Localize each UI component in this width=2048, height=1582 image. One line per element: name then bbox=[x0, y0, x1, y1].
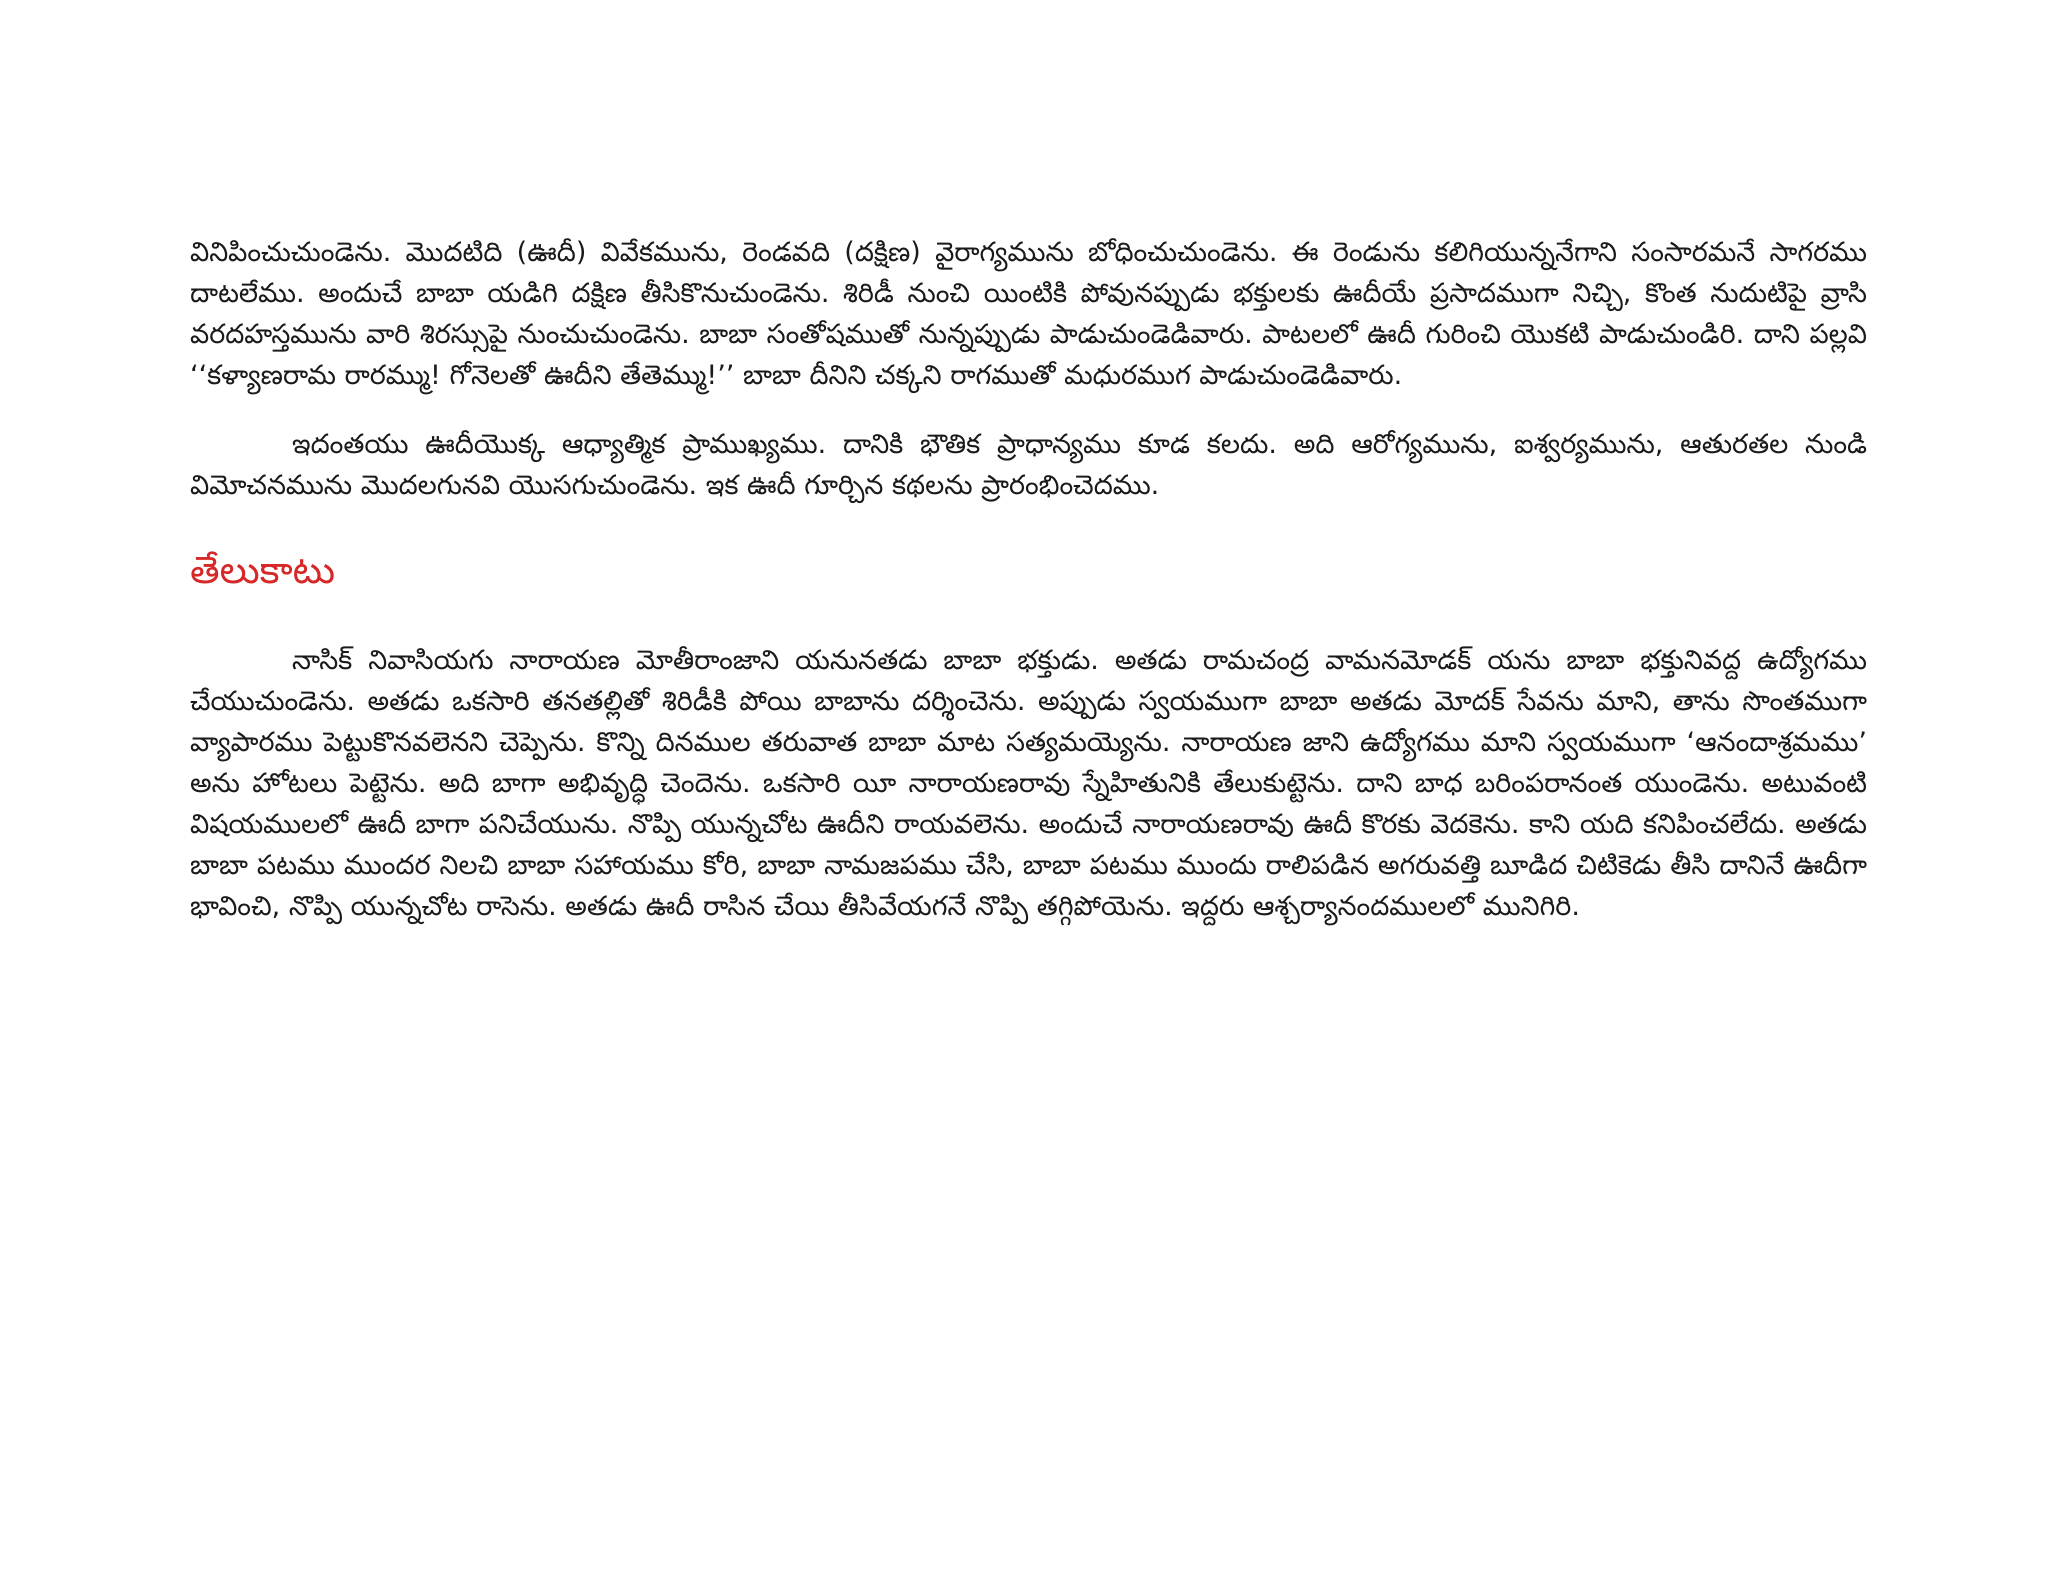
paragraph-scorpion-sting-story: నాసిక్ నివాసియగు నారాయణ మోతీరాంజాని యనునతడు బాబా భక్తుడు. అతడు రామచంద్ర వామనమోడక్ యను బాబా భక్తునివద్ద ఉద్యోగము చేయుచుండెను. అతడు ఒకసారి తనతల్లితో శిరిడీకి పోయి బాబాను దర్శించెను. అప్పుడు స్వయముగా బాబా అతడు మోదక్ సేవను మాని, తాను సొంతముగా వ్యాపారము పెట్టుకొనవలెనని చెప్పెను. కొన్ని దినముల తరువాత బాబా మాట సత్యమయ్యెను. నారాయణ జాని ఉద్యోగము మాని స్వయముగా ‘ఆనందాశ్రమము’ అను హోటలు పెట్టెను. అది బాగా అభివృద్ధి చెందెను. ఒకసారి యీ నారాయణరావు స్నేహితునికి తేలుకుట్టెను. దాని బాధ బరింపరానంత యుండెను. అటువంటి విషయములలో ఊదీ బాగా పనిచేయును. నొప్పి యున్నచోట ఊదీని రాయవలెను. అందుచే నారాయణరావు ఊదీ కొరకు వెదకెను. కాని యది కనిపించలేదు. అతడు బాబా పటము ముందర నిలచి బాబా సహాయము కోరి, బాబా నామజపము చేసి, బాబా పటము ముందు రాలిపడిన అగరువత్తి బూడిద చిటికెడు తీసి దానినే ఊదీగా భావించి, నొప్పి యున్నచోట రాసెను. అతడు ఊదీ రాసిన చేయి తీసివేయగనే నొప్పి తగ్గిపోయెను. ఇద్దరు ఆశ్చర్యానందములలో మునిగిరి. bbox=[190, 645, 1867, 922]
page-content bbox=[190, 232, 1867, 927]
section-heading: తేలుకాటు bbox=[190, 548, 336, 592]
paragraph-udi-importance: ఇదంతయు ఊదీయొక్క ఆధ్యాత్మిక ప్రాముఖ్యము. దానికి భౌతిక ప్రాధాన్యము కూడ కలదు. అది ఆరోగ్యమును, ఐశ్వర్యమును, ఆతురతల నుండి విమోచనమును మొదలగునవి యొసగుచుండెను. ఇక ఊదీ గూర్చిన కథలను ప్రారంభించెదము. bbox=[190, 429, 1867, 501]
paragraph-udi-teachings: వినిపించుచుండెను. మొదటిది (ఊదీ) వివేకమును, రెండవది (దక్షిణ) వైరాగ్యమును బోధించుచుండెను. ఈ రెండును కలిగియున్ననేగాని సంసారమనే సాగరము దాటలేము. అందుచే బాబా యడిగి దక్షిణ తీసికొనుచుండెను. శిరిడీ నుంచి యింటికి పోవునప్పుడు భక్తులకు ఊదీయే ప్రసాదముగా నిచ్చి, కొంత నుదుటిపై వ్రాసి వరదహస్తమును వారి శిరస్సుపై నుంచుచుండెను. బాబా సంతోషముతో నున్నప్పుడు పాడుచుండెడివారు. పాటలలో ఊదీ గురించి యొకటి పాడుచుండిరి. దాని పల్లవి ‘‘కళ్యాణరామ రారమ్ము! గోనెలతో ఊదీని తేతెమ్ము!’’ బాబా దీనిని చక్కని రాగముతో మధురముగ పాడుచుండెడివారు. bbox=[190, 237, 1867, 391]
